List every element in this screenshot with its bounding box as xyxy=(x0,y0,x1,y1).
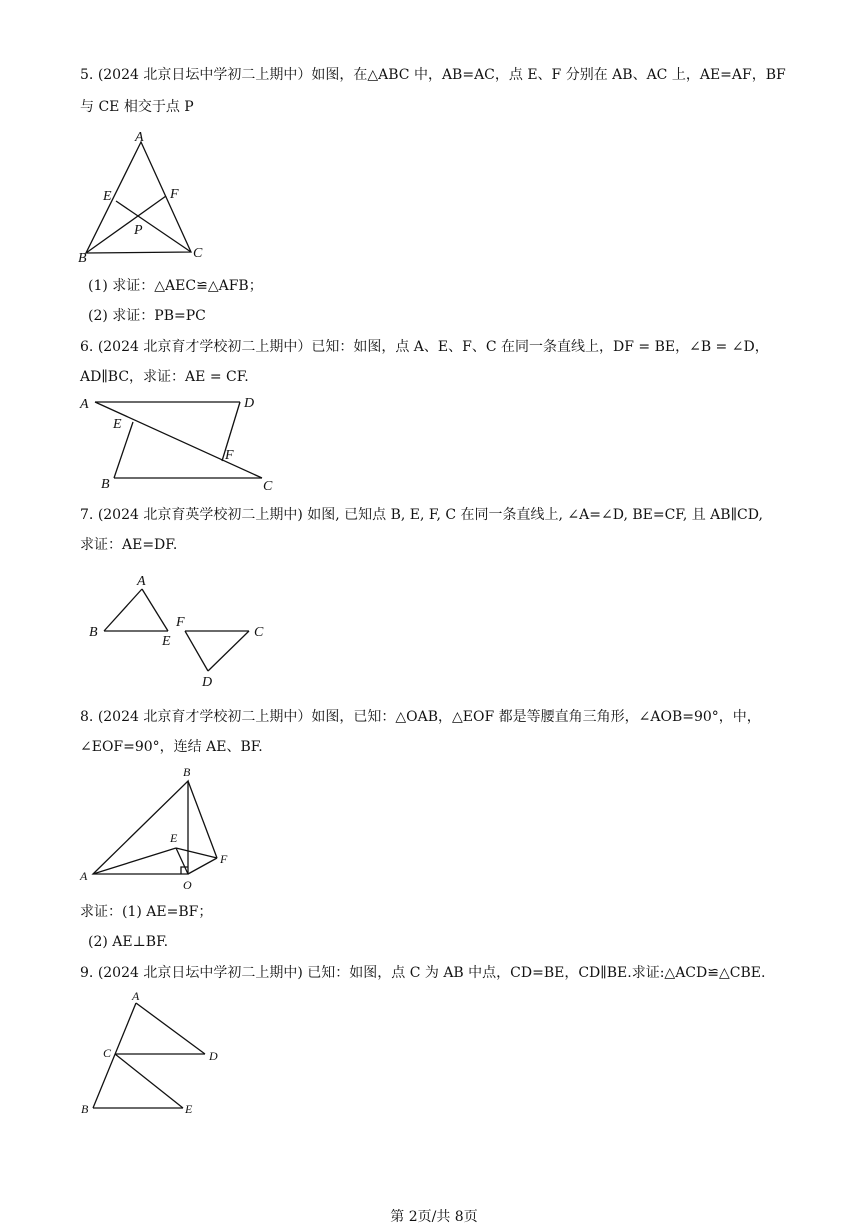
problem-9-text-1: (2024 北京日坛中学初二上期中) 已知：如图，点 C 为 AB 中点，CD=BE，CD∥BE.求证:△ACD≌△CBE. xyxy=(97,965,766,981)
fig6-label-e: E xyxy=(113,417,122,432)
figure-5-triangle xyxy=(70,125,220,270)
fig8-segment-ef xyxy=(176,848,217,858)
fig5-segment-bf xyxy=(86,196,166,253)
fig5-label-c: C xyxy=(193,246,203,261)
fig7-label-f: F xyxy=(176,615,185,630)
fig9-label-e: E xyxy=(185,1102,193,1116)
figure-9-triangles xyxy=(75,985,235,1120)
problem-8-text-2: ∠EOF=90°，连结 AE、BF. xyxy=(80,739,263,755)
fig7-label-c: C xyxy=(254,625,264,640)
fig9-label-d: D xyxy=(209,1049,218,1063)
problem-5-part-2: (2) 求证：PB=PC xyxy=(88,308,206,324)
fig8-segment-of xyxy=(188,858,217,874)
problem-8-number: 8. xyxy=(80,709,94,725)
fig9-segment-ce xyxy=(115,1054,183,1108)
fig7-label-a: A xyxy=(137,574,146,589)
problem-7-text-2: 求证：AE=DF. xyxy=(80,537,178,553)
problem-5-number: 5. xyxy=(80,67,94,83)
fig8-label-b: B xyxy=(183,765,191,779)
fig7-segment-dc xyxy=(208,631,249,671)
problem-6-text-2: AD∥BC，求证：AE = CF. xyxy=(80,369,249,385)
fig7-label-b: B xyxy=(89,625,98,640)
fig5-label-f: F xyxy=(170,187,179,202)
fig6-label-f: F xyxy=(225,448,234,463)
problem-9-line-1 xyxy=(80,964,765,982)
fig5-label-p: P xyxy=(134,223,143,238)
fig8-segment-eo xyxy=(176,848,188,874)
problem-5-line-1 xyxy=(80,66,786,84)
page-footer: 第 2页/共 8页 xyxy=(390,1209,478,1225)
fig9-segment-ab xyxy=(93,1003,136,1108)
problem-6-line-1 xyxy=(80,338,769,356)
fig7-segment-ed xyxy=(185,631,208,671)
problem-8-part-2: (2) AE⊥BF. xyxy=(88,934,169,950)
problem-7-number: 7. xyxy=(80,507,94,523)
fig8-segment-bf xyxy=(188,781,217,858)
fig9-label-a: A xyxy=(132,989,140,1003)
problem-5-part-1: (1) 求证：△AEC≌△AFB； xyxy=(88,278,263,294)
fig9-label-b: B xyxy=(81,1102,89,1116)
problem-6-text-1: (2024 北京育才学校初二上期中）已知：如图，点 A、E、F、C 在同一条直线上，DF = BE，∠B = ∠D， xyxy=(97,339,769,355)
fig6-label-a: A xyxy=(80,397,89,412)
problem-7-text-1: (2024 北京育英学校初二上期中) 如图, 已知点 B, E, F, C 在同一条直线上, ∠A=∠D, BE=CF, 且 AB∥CD, xyxy=(97,507,763,523)
fig6-label-c: C xyxy=(263,479,273,494)
fig7-segment-ba xyxy=(104,589,142,631)
fig7-label-e: E xyxy=(162,634,171,649)
fig8-label-f: F xyxy=(220,852,228,866)
fig9-segment-ad xyxy=(136,1003,205,1054)
fig7-label-d: D xyxy=(202,675,213,690)
problem-8-line-1 xyxy=(80,708,761,726)
fig9-label-c: C xyxy=(103,1046,112,1060)
problem-6-number: 6. xyxy=(80,339,94,355)
fig5-label-b: B xyxy=(78,251,87,266)
fig7-segment-af xyxy=(142,589,168,631)
problem-5-text-2: 与 CE 相交于点 P xyxy=(80,99,194,115)
fig6-label-d: D xyxy=(244,396,255,411)
fig8-label-o: O xyxy=(183,878,192,892)
problem-7-line-1 xyxy=(80,506,763,524)
problem-9-number: 9. xyxy=(80,965,94,981)
fig5-label-a: A xyxy=(135,130,144,145)
figure-7-triangles xyxy=(80,570,280,690)
fig6-label-b: B xyxy=(101,477,110,492)
fig5-label-e: E xyxy=(103,189,112,204)
figure-8-right-triangles xyxy=(75,760,245,895)
problem-8-text-1: (2024 北京育才学校初二上期中）如图，已知：△OAB，△EOF 都是等腰直角三角形，∠AOB=90°，中， xyxy=(97,709,761,725)
fig8-label-a: A xyxy=(80,869,88,883)
problem-8-part-1: 求证：(1) AE=BF； xyxy=(80,904,213,920)
problem-5-text-1: (2024 北京日坛中学初二上期中）如图，在△ABC 中，AB=AC，点 E、F 分别在 AB、AC 上，AE=AF，BF xyxy=(97,67,786,83)
fig8-triangle-oab xyxy=(93,781,188,874)
fig8-label-e: E xyxy=(170,831,178,845)
figure-6-parallel xyxy=(70,390,290,500)
